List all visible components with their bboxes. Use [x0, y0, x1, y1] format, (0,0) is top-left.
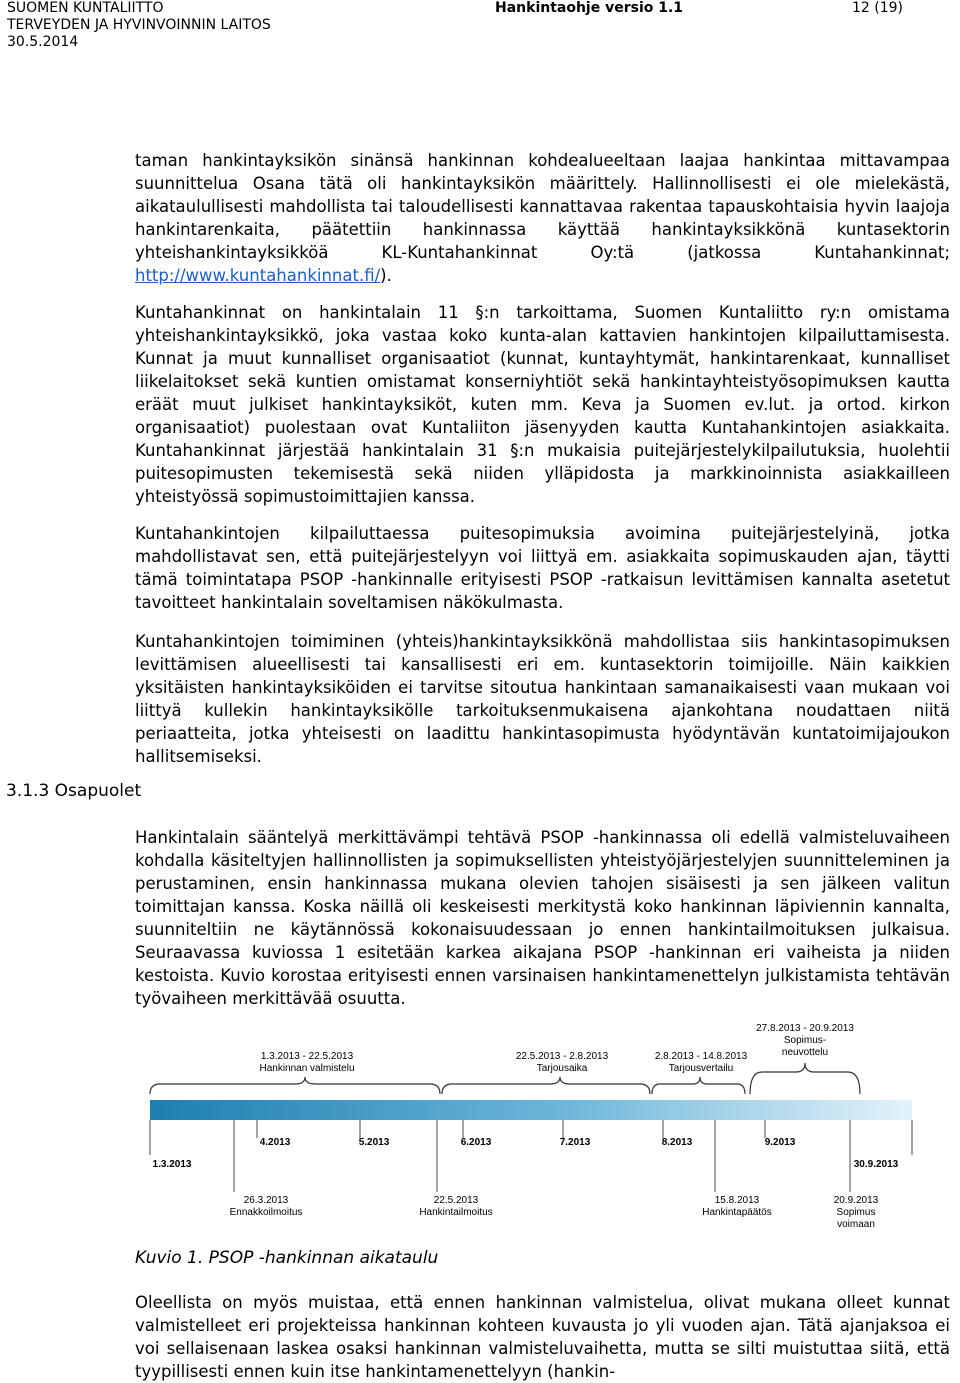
paragraph-5: Hankintalain sääntelyä merkittävämpi tehtävä PSOP -hankinnassa oli edellä valmisteluvaiheen kohdalla käsiteltyjen hallinnollisten ja sopimuksellisten yhteistyöjärjestelyjen suunnitteleminen ja perustaminen, ensin hankinnassa mukana olevien tahojen sisäisesti ja sen jälkeen valitun toimittajan kanssa. Koska näillä oli keskeisesti merkitystä koko hankinnan läpiviennin kannalta, suunniteltiin ne käytännössä kokonaisuudessaan jo ennen hankintailmoituksen julkaisua. Seuraavassa kuviossa 1 esitetään karkea aikajana PSOP -hankinnan eri vaiheista ja niiden kestoista. Kuvio korostaa erityisesti ennen varsinaisen hankintamenettelyn julkistamista tehtävän työvaiheen merkittävää osuutta.	[135, 828, 950, 1008]
month-label-8-2013: 8.2013	[661, 1137, 693, 1148]
milestone-hankintailmoitus-date: 22.5.2013	[433, 1195, 479, 1206]
phase-valmistelu-dates: 1.3.2013 - 22.5.2013	[260, 1051, 354, 1062]
phase-bracket-tarjousaika	[442, 1077, 650, 1094]
month-label-6-2013: 6.2013	[460, 1137, 492, 1148]
paragraph-6: Oleellista on myös muistaa, että ennen hankinnan valmistelua, olivat mukana olleet kunnat valmistelleet eri projekteissa hankinnan kohteen kuvausta jo yli vuoden ajan. Tätä ajanjaksoa ei voi sellaisenaan laskea osaksi hankinnan valmisteluvaihetta, mutta se silti muistuttaa siitä, että tyypillisesti ennen kuin itse hankintamenettelyyn (hankin-	[135, 1293, 950, 1381]
timeline-end-label: 30.9.2013	[853, 1159, 899, 1170]
phase-tarjousaika-label: Tarjousaika	[536, 1063, 588, 1074]
month-label-4-2013: 4.2013	[259, 1137, 291, 1148]
milestone-sopimus-label2: voimaan	[837, 1219, 875, 1230]
phase-valmistelu-label: Hankinnan valmistelu	[259, 1063, 355, 1074]
phase-bracket-sopimusneuvottelu	[750, 1063, 860, 1094]
phase-sopimusneuvottelu-label: Sopimus-	[783, 1035, 827, 1046]
phase-sopimusneuvottelu-dates: 27.8.2013 - 20.9.2013	[756, 1023, 854, 1034]
phase-bracket-valmistelu	[150, 1077, 440, 1094]
milestone-hankintapaatos-label: Hankintapäätös	[702, 1207, 772, 1218]
section-heading: 3.1.3 Osapuolet	[6, 781, 142, 801]
phase-tarjousaika-dates: 22.5.2013 - 2.8.2013	[515, 1051, 609, 1062]
phase-tarjousvertailu-label: Tarjousvertailu	[668, 1063, 734, 1074]
phase-sopimusneuvottelu-label2: neuvottelu	[781, 1047, 829, 1058]
page-number: 12 (19)	[852, 0, 904, 16]
paragraph-4: Kuntahankintojen toimiminen (yhteis)hankintayksikkönä mahdollistaa siis hankintasopimuksen levittämisen alueellisesti tai kansallisesti eri em. kuntasektorin toimijoille. Näin kaikkien yksitäisten hankintayksiköiden ei tarvitse sitoutua hankintaan samanaikaisesti vaan mukaan voi liittyä kullekin hankintayksikölle tarkoituksenmukaisena ajankohtana noudattaen niitä periaatteita, jotka yhteisesti on laadittu hankintasopimusta hyödyntävän kuntatoimijajoukon hallitsemiseksi.	[135, 632, 950, 766]
paragraph-1-text: taman hankintayksikön sinänsä hankinnan kohdealueeltaan laajaa hankintaa mittavampaa suunnittelua Osana tätä oli hankintayksikön määrittely. Hallinnollisesti ei ole mielekästä, aikataulullisesti mahdollista tai taloudellisesti kannattavaa rakentaa tapauskohtaisia hyvin laajoja hankintarenkaita, päätettiin hankinnassa käyttää hankintayksikkönä kuntasektorin yhteishankintayksikköä KL-Kuntahankinnat Oy:tä (jatkossa Kuntahankinnat;	[135, 151, 950, 262]
paragraph-1-end: ).	[380, 266, 392, 285]
milestone-ennakkoilmoitus-date: 26.3.2013	[243, 1195, 289, 1206]
kuntahankinnat-link[interactable]: http://www.kuntahankinnat.fi/	[135, 266, 381, 285]
phase-bracket-tarjousvertailu	[652, 1077, 745, 1094]
month-label-9-2013: 9.2013	[764, 1137, 796, 1148]
timeline-axis	[150, 1100, 912, 1120]
figure-caption: Kuvio 1. PSOP -hankinnan aikataulu	[135, 1248, 439, 1268]
document-title: Hankintaohje versio 1.1	[495, 0, 684, 16]
milestone-sopimus-date: 20.9.2013	[833, 1195, 879, 1206]
milestone-hankintailmoitus-label: Hankintailmoitus	[419, 1207, 493, 1218]
milestone-sopimus-label: Sopimus	[836, 1207, 876, 1218]
paragraph-2: Kuntahankinnat on hankintalain 11 §:n tarkoittama, Suomen Kuntaliitto ry:n omistama yhteishankintayksikkö, joka vastaa koko kunta-alan kattavien hankintojen kilpailuttamisesta. Kunnat ja muut kunnalliset organisaatiot (kunnat, kuntayhtymät, hankintarenkaat, kunnalliset liikelaitokset sekä kuntien omistamat konserniyhtiöt sekä hankintayhteistyösopimuksen kautta eräät muut julkiset hankintayksiköt, kuten mm. Keva ja Suomen ev.lut. ja ortod. kirkon organisaatiot) puolestaan ovat Kuntaliiton jäsenyyden kautta Kuntahankintojen asiakkaita. Kuntahankinnat järjestää hankintalain 31 §:n mukaisia puitejärjestelykilpailutuksia, huolehtii puitesopimusten tekemisestä sekä niiden ylläpidosta ja markkinoinnista asiakkailleen yhteistyössä sopimustoimittajien kanssa.	[135, 303, 950, 506]
milestone-hankintapaatos-date: 15.8.2013	[714, 1195, 760, 1206]
month-label-7-2013: 7.2013	[559, 1137, 591, 1148]
org-name-line1: SUOMEN KUNTALIITTO	[7, 0, 164, 16]
document-date: 30.5.2014	[7, 34, 79, 50]
milestone-ennakkoilmoitus-label: Ennakkoilmoitus	[229, 1207, 303, 1218]
paragraph-3: Kuntahankintojen kilpailuttaessa puitesopimuksia avoimina puitejärjestelyinä, jotka mahdollistavat sen, että puitejärjestelyyn voi liittyä em. asiakkaita sopimuskauden ajan, täytti tämä toimintatapa PSOP -hankinnalle erityisesti PSOP -ratkaisun levittämisen kannalta asetetut tavoitteet hankintalain soveltamisen näkökulmasta.	[135, 524, 950, 612]
month-label-5-2013: 5.2013	[358, 1137, 390, 1148]
timeline-start-label: 1.3.2013	[152, 1159, 192, 1170]
org-name-line2: TERVEYDEN JA HYVINVOINNIN LAITOS	[7, 17, 271, 33]
phase-tarjousvertailu-dates: 2.8.2013 - 14.8.2013	[654, 1051, 748, 1062]
